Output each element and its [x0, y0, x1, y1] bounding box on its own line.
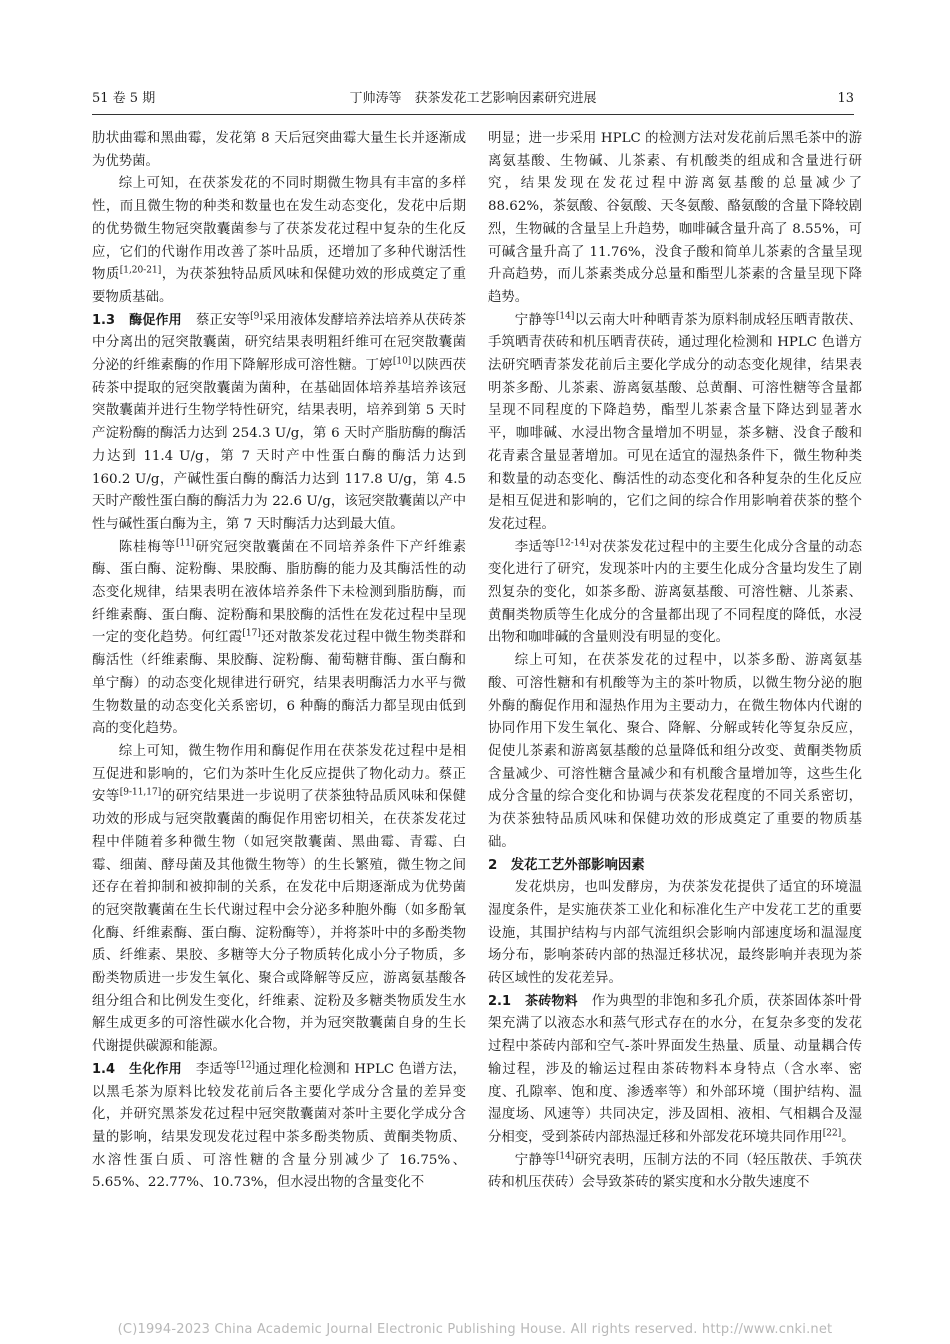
paragraph: 综上可知，在茯茶发花的过程中，以茶多酚、游离氨基酸、可溶性糖和有机酸等为主的茶叶物质，以微生物分泌的胞外酶的酶促作用和湿热作用为主要动力，在微生物体内代谢的协同作用下发生氧化、聚合、降解、分解或转化等复杂反应，促使儿茶素和游离氨基酸的总量降低和组分改变、黄酮类物质含量减少、可溶性糖含量减少和有机酸含量增加等，这些生化成分含量的综合变化和协调与茯茶发花程度的不同关系密切，为茯茶独特品质风味和保健功效的形成奠定了重要的物质基础。 [488, 653, 862, 850]
section-number: 2.1 [488, 993, 512, 1009]
citation: [11] [175, 538, 195, 549]
section-2-heading: 2 发花工艺外部影响因素 [488, 857, 645, 873]
section-number: 1.3 [92, 312, 116, 328]
section-1-3: 1.3 酶促作用 蔡正安等[9]采用液体发酵培养法培养从茯砖茶中分离出的冠突散囊菌，研究结果表明粗纤维可在冠突散囊菌分泌的纤维素酶的作用下降解形成可溶性糖。丁婷[10]以陕西茯砖茶中提取的冠突散囊菌为菌种，在基础固体培养基培养该冠突散囊菌并进行生物学特性研究，结果表明，培养到第 5 天时产淀粉酶的酶活力达到 254.3 U/g，第 6 天时产脂肪酶的酶活力达到 11.4 U/g，第 7 天时产中性蛋白酶的酶活力达到 160.2 U/g，产碱性蛋白酶的酶活力达到 117.8 U/g，第 4.5 天时产酸性蛋白酶的酶活力为 22.6 U/g，该冠突散囊菌以产中性与碱性蛋白酶为主，第 7 天时酶活力达到最大值。 [92, 311, 467, 532]
citation: [17] [242, 629, 261, 639]
copyright-footer: (C)1994-2023 China Academic Journal Electronic Publishing House. All rights reserved. http://www.cnki.net [117, 1322, 833, 1337]
citation: [12] [236, 1060, 255, 1071]
paragraph: 李适等[12-14]对茯茶发花过程中的主要生化成分含量的动态变化进行了研究，发现茶叶内的主要生化成分含量均发生了剧烈复杂的变化，如茶多酚、游离氨基酸、可溶性糖、儿茶素、黄酮类物质等生化成分的含量都出现了不同程度的降低，水浸出物和咖啡碱的含量则没有明显的变化。 [488, 538, 863, 646]
journal-volume: 51 卷 5 期 [92, 91, 156, 106]
section-number: 1.4 [92, 1061, 116, 1077]
running-title: 丁帅涛等 获茶发花工艺影响因素研究进展 [349, 91, 597, 106]
paragraph: 综上可知，微生物作用和酶促作用在茯茶发花过程中是相互促进和影响的，它们为茶叶生化反应提供了物化动力。蔡正安等[9-11,17]的研究结果进一步说明了茯茶独特品质风味和保健功效的形成与冠突散囊菌的酶促作用密切相关，在茯茶发花过程中伴随着多种微生物（如冠突散囊菌、黑曲霉、青霉、白霉、细菌、酵母菌及其他微生物等）的生长繁殖，微生物之间还存在着抑制和被抑制的关系，在发花中后期逐渐成为优势菌的冠突散囊菌在生长代谢过程中会分泌多种胞外酶（如多酚氧化酶、纤维素酶、蛋白酶、淀粉酶等），并将茶叶中的多酚类物质、纤维素、果胶、多糖等大分子物质转化成小分子物质，多酚类物质进一步发生氧化、聚合或降解等反应，游离氨基酸各组分组合和比例发生变化，纤维素、淀粉及多糖类物质发生水解生成更多的可溶性碳水化合物，并为冠突散囊菌自身的生长代谢提供碳源和能源。 [92, 743, 466, 1055]
paragraph: 宁静等[14]以云南大叶种晒青茶为原料制成轻压晒青散茯、手筑晒青茯砖和机压晒青茯砖，通过理化检测和 HPLC 色谱方法研究晒青茶发花前后主要化学成分的动态变化规律，结果表明茶多酚、儿茶素、游离氨基酸、总黄酮、可溶性糖等含量都呈现不同程度的下降趋势，酯型儿茶素含量下降达到显著水平，咖啡碱、水浸出物含量增加不明显，茶多糖、没食子酸和花青素含量显著增加。可见在适宜的湿热条件下，微生物种类和数量的动态变化、酶活性的动态变化和各种复杂的生化反应是相互促进和影响的，它们之间的综合作用影响着茯茶的整个发花过程。 [488, 311, 863, 532]
citation: [10] [392, 356, 412, 367]
citation: [12-14] [555, 538, 589, 549]
page-header [92, 88, 854, 110]
paragraph: 综上可知，在茯茶发花的不同时期微生物具有丰富的多样性，而且微生物的种类和数量也在发生动态变化，发花中后期的优势微生物冠突散囊菌参与了茯茶发花过程中复杂的生化反应，它们的代谢作用改善了茶叶品质，还增加了多种代谢活性物质[1,20-21]，为茯茶独特品质风味和保健功效的形成奠定了重要物质基础。 [92, 176, 466, 305]
header-rule [92, 114, 854, 115]
citation: [22] [822, 1128, 842, 1139]
section-title: 酶促作用 [129, 312, 182, 328]
paragraph: 明显；进一步采用 HPLC 的检测方法对发花前后黑毛茶中的游离氨基酸、生物碱、儿茶素、有机酸类的组成和含量进行研究，结果发现在发花过程中游离氨基酸的总量减少了 88.62%，茶氨酸、谷氨酸、天冬氨酸、酪氨酸的含量下降较剧烈，生物碱的含量呈上升趋势，咖啡碱含量升高了 8.55%，可可碱含量升高了 11.76%，没食子酸和简单儿茶素的含量呈现升高趋势，而儿茶素类成分总量和酯型儿茶素的含量呈现下降趋势。 [488, 131, 862, 305]
paragraph: 陈桂梅等[11]研究冠突散囊菌在不同培养条件下产纤维素酶、蛋白酶、淀粉酶、果胶酶、脂肪酶的能力及其酶活性的动态变化规律，结果表明在液体培养条件下未检测到脂肪酶，而纤维素酶、蛋白酶、淀粉酶和果胶酶的活性在发花过程中呈现一定的变化趋势。何红霞[17]还对散茶发花过程中微生物类群和酶活性（纤维素酶、果胶酶、淀粉酶、葡萄糖苷酶、蛋白酶和单宁酶）的动态变化规律进行研究，结果表明酶活力水平与微生物数量的动态变化关系密切，6 种酶的酶活力都呈现由低到高的变化趋势。 [92, 538, 467, 737]
section-title: 生化作用 [129, 1061, 182, 1077]
section-1-4: 1.4 生化作用 李适等[12]通过理化检测和 HPLC 色谱方法，以黑毛茶为原料比较发花前后各主要化学成分含量的差异变化，并研究黑茶发花过程中冠突散囊菌对茶叶主要化学成分含量的影响，结果发现发花过程中茶多酚类物质、黄酮类物质、水溶性蛋白质、可溶性糖的含量分别减少了 16.75%、5.65%、22.77%、10.73%，但水浸出物的含量变化不 [92, 1060, 466, 1191]
page-number: 13 [837, 91, 854, 106]
citation: [14] [555, 311, 575, 322]
left-column [92, 128, 466, 1195]
citation: [1,20-21] [119, 265, 162, 276]
paragraph: 宁静等[14]研究表明，压制方法的不同（轻压散茯、手筑茯砖和机压茯砖）会导致茶砖的紧实度和水分散失速度不 [488, 1151, 863, 1191]
citation: [9-11,17] [119, 787, 162, 798]
right-column [488, 128, 862, 1195]
citation: [9] [250, 311, 263, 322]
section-2-1: 2.1 茶砖物料 作为典型的非饱和多孔介质，茯茶固体茶叶骨架充满了以液态水和蒸气形式存在的水分，在复杂多变的发花过程中茶砖内部和空气-茶叶界面发生热量、质量、动量耦合传输过程，涉及的输运过程由茶砖物料本身特点（含水率、密度、孔隙率、饱和度、渗透率等）和外部环境（围护结构、温湿度场、风速等）共同决定，涉及固相、液相、气相耦合及湿分相变，受到茶砖内部热湿迁移和外部发花环境共同作用[22]。 [488, 993, 862, 1145]
paragraph: 肋状曲霉和黑曲霉，发花第 8 天后冠突曲霉大量生长并逐渐成为优势菌。 [92, 131, 466, 169]
section-title: 茶砖物料 [525, 993, 578, 1009]
citation: [14] [555, 1151, 575, 1162]
paragraph: 发花烘房，也叫发酵房，为茯茶发花提供了适宜的环境温湿度条件，是实施茯茶工业化和标准化生产中发花工艺的重要设施，其围护结构与内部气流组织会影响内部速度场和温湿度场分布，影响茶砖内部的热湿迁移状况，最终影响并表现为茶砖区域性的发花差异。 [488, 880, 862, 987]
